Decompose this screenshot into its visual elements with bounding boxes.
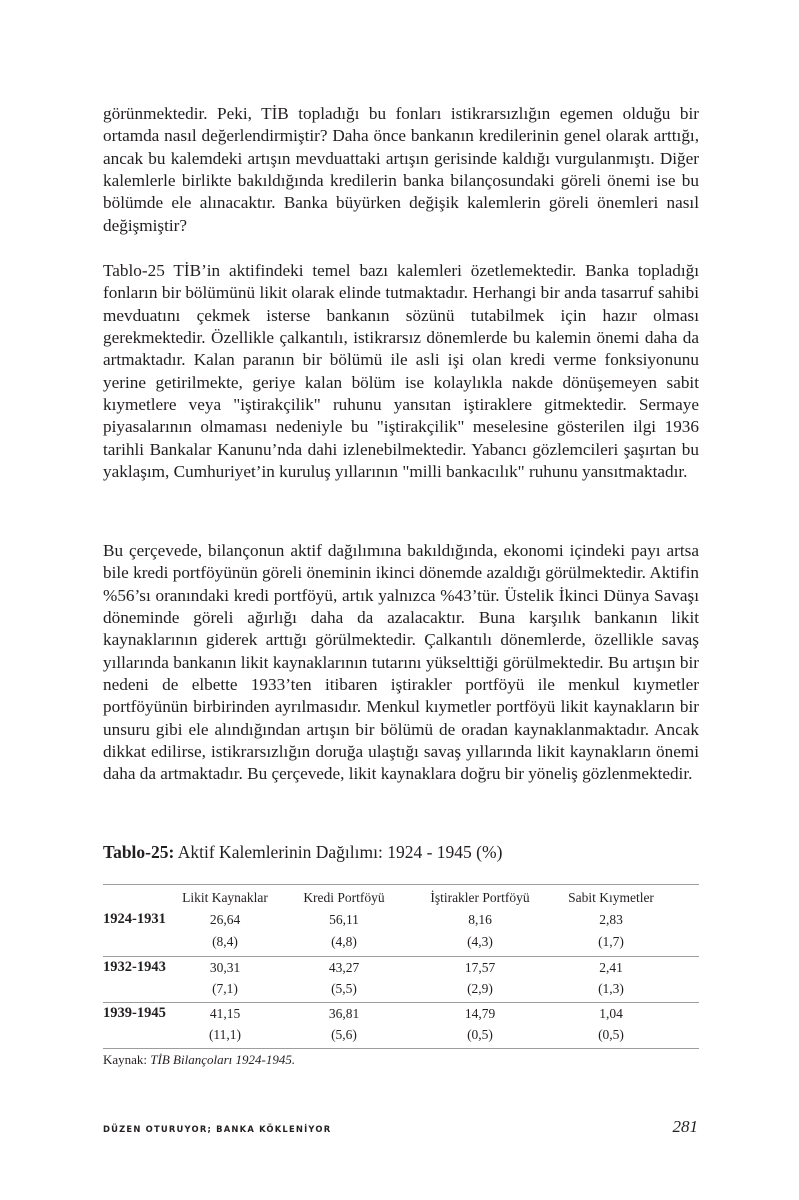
column-header-credit-portfolio: Kredi Portföyü [303, 890, 385, 905]
table-cell-secondary: (4,3) [467, 934, 493, 949]
table-cell: 8,16 [468, 912, 492, 927]
body-paragraph-2: Tablo-25 TİB’in aktifindeki temel bazı kalemleri özetlemektedir. Banka topladığı fonların bir bölümünü likit olarak elinde tutmaktadır. Herhangi bir anda tasarruf sahibi mevduatını çekmek isterse bankanın sözünü tutabilmek için hazır olması gerekmektedir. Özellikle çalkantılı, istikrarsız dönemlerde bu kalemin önemi daha da artmaktadır. Kalan paranın bir bölümü ile asli işi olan kredi verme fonksiyonunu yerine getirilmekte, geriye kalan bölüm ise kolaylıkla nakde dönüşemeyen sabit kıymetlere veya "iştirakçilik" ruhunu yansıtan iştiraklere gitmektedir. Sermaye piyasalarının olmaması nedeniyle bu "iştirakçilik" meselesine gösterilen ilgi 1936 tarihli Bankalar Kanunu’nda dahi izlenebilmektedir. Yabancı gözlemcileri şaşırtan bu yaklaşım, Cumhuriyet’in kuruluş yıllarının "milli bankacılık" ruhunu yansıtmaktadır. [103, 261, 699, 482]
column-header-liquid-assets: Likit Kaynaklar [182, 890, 268, 905]
table-row-divider [103, 1002, 699, 1003]
source-text: TİB Bilançoları 1924-1945. [150, 1052, 296, 1067]
table-cell: 14,79 [464, 1006, 496, 1021]
row-period-1924-1931: 1924-1931 [103, 911, 166, 927]
table-cell-secondary: (2,9) [467, 981, 493, 996]
table-caption [103, 842, 502, 863]
table-source-note [103, 1052, 295, 1068]
body-paragraph-3: Bu çerçevede, bilançonun aktif dağılımına bakıldığında, ekonomi içindeki payı artsa bile kredi portföyünün göreli öneminin ikinci dönemde azaldığı görülmektedir. Aktifin %56’sı oranındaki kredi portföyü, artık yalnızca %43’tür. Üstelik İkinci Dünya Savaşı döneminde göreli ağırlığı daha da azalacaktır. Buna karşılık bankanın likit kaynaklarının giderek arttığı görülmektedir. Çalkantılı dönemlerde, özellikle savaş yıllarında bankanın likit kaynaklarının tutarını yükselttiği görülmektedir. Bu artışın bir nedeni de elbette 1933’ten itibaren iştirakler portföyü ile menkul kıymetler portföyünün birbirinden ayrılmasıdır. Menkul kıymetler portföyü likit kaynakların bir unsuru gibi ele alındığından artışın bir bölümü de oradan kaynaklanmaktadır. Ancak dikkat edilirse, istikrarsızlığın doruğa ulaştığı savaş yıllarında likit kaynakların önemi daha da artmaktadır. Bu çerçevede, likit kaynaklara doğru bir yöneliş gözlenmektedir. [103, 541, 699, 784]
row-period-1939-1945: 1939-1945 [103, 1005, 166, 1021]
table-cell-secondary: (5,6) [331, 1027, 357, 1042]
table-cell-secondary: (8,4) [212, 934, 238, 949]
row-period-1932-1943: 1932-1943 [103, 959, 166, 975]
table-cell: 56,11 [329, 912, 359, 927]
table-cell-secondary: (4,8) [331, 934, 357, 949]
table-cell-secondary: (1,3) [598, 981, 624, 996]
table-cell: 2,83 [599, 912, 623, 927]
column-header-fixed-assets: Sabit Kıymetler [568, 890, 654, 905]
page-number: 281 [672, 1117, 698, 1136]
table-cell-secondary: (5,5) [331, 981, 357, 996]
table-cell: 17,57 [464, 960, 496, 975]
table-cell: 36,81 [328, 1006, 360, 1021]
table-top-rule [103, 884, 699, 885]
table-cell: 43,27 [328, 960, 360, 975]
table-cell: 1,04 [599, 1006, 623, 1021]
table-row-divider [103, 956, 699, 957]
column-header-affiliates-portfolio: İştirakler Portföyü [430, 890, 530, 905]
table-bottom-rule [103, 1048, 699, 1049]
table-cell-secondary: (0,5) [467, 1027, 493, 1042]
table-cell-secondary: (11,1) [208, 1027, 242, 1042]
table-cell: 2,41 [599, 960, 623, 975]
table-cell: 30,31 [209, 960, 241, 975]
source-label: Kaynak: [103, 1052, 151, 1067]
table-cell-secondary: (7,1) [212, 981, 238, 996]
table-cell-secondary: (1,7) [598, 934, 624, 949]
table-caption-text: Aktif Kalemlerinin Dağılımı: 1924 - 1945 (%) [174, 842, 503, 862]
body-paragraph-1: görünmektedir. Peki, TİB topladığı bu fonları istikrarsızlığın egemen olduğu bir ortamda nasıl değerlendirmiştir? Daha önce bankanın kredilerinin genel olarak arttığı, ancak bu kalemdeki artışın mevduattaki artışın gerisinde kaldığı vurgulanmıştı. Diğer kalemlerle birlikte bakıldığında kredilerin banka bilançosundaki göreli önemi ise bu bölümde ele alınacaktır. Banka büyürken değişik kalemlerin göreli önemleri nasıl değişmiştir? [103, 104, 699, 235]
table-cell: 41,15 [209, 1006, 241, 1021]
running-footer-title: DÜZEN OTURUYOR; BANKA KÖKLENİYOR [103, 1124, 332, 1134]
table-cell-secondary: (0,5) [598, 1027, 624, 1042]
table-cell: 26,64 [209, 912, 241, 927]
table-caption-label: Tablo-25: [103, 842, 175, 862]
